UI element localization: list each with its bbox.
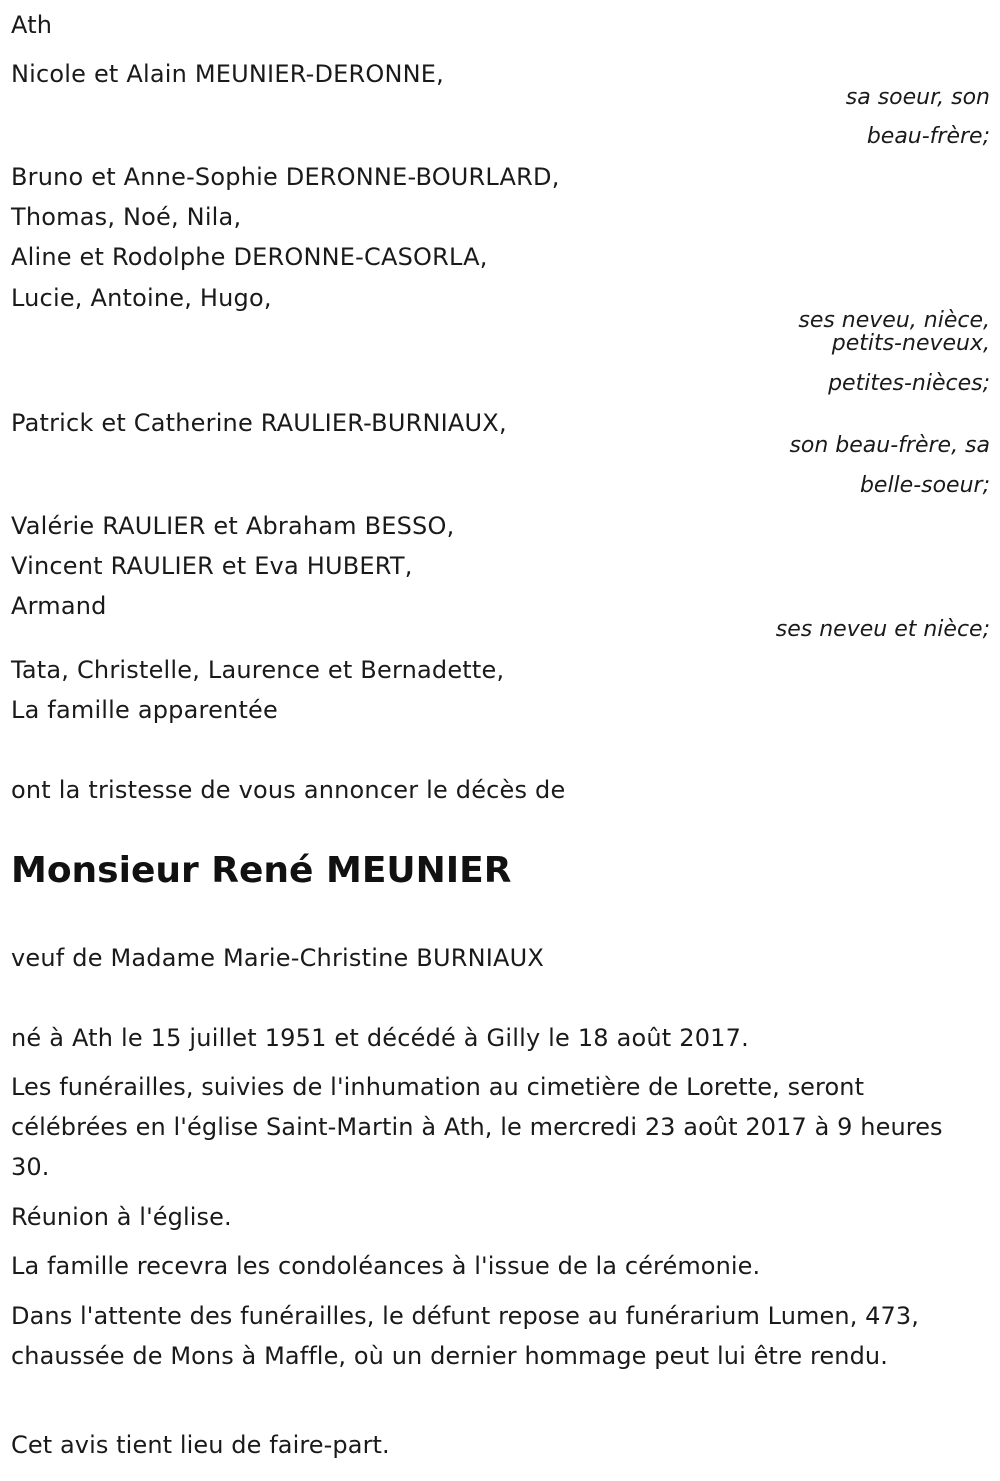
- family-line: Lucie, Antoine, Hugo,: [11, 284, 272, 312]
- family-line: Patrick et Catherine RAULIER-BURNIAUX,: [11, 409, 507, 437]
- closing-note: Cet avis tient lieu de faire-part.: [11, 1431, 390, 1459]
- relation-line: ses neveu, nièce,: [798, 308, 990, 333]
- birth-death: né à Ath le 15 juillet 1951 et décédé à Gilly le 18 août 2017.: [11, 1024, 749, 1052]
- relation-line: son beau-frère, sa: [789, 433, 990, 458]
- relation-line: beau-frère;: [866, 124, 990, 149]
- family-line: Tata, Christelle, Laurence et Bernadette,: [11, 656, 505, 684]
- relation-line: belle-soeur;: [859, 473, 990, 498]
- relation-line: ses neveu et nièce;: [775, 617, 990, 642]
- deceased-name: Monsieur René MEUNIER: [11, 850, 512, 891]
- family-line: Vincent RAULIER et Eva HUBERT,: [11, 552, 413, 580]
- family-line: Armand: [11, 592, 107, 620]
- family-line: La famille apparentée: [11, 696, 278, 724]
- funerarium-details: Dans l'attente des funérailles, le défunt repose au funérarium Lumen, 473, chaussée de Mons à Maffle, où un dernier hommage peut lui être rendu.: [11, 1302, 919, 1370]
- place: Ath: [11, 11, 53, 39]
- announcement: ont la tristesse de vous annoncer le décès de: [11, 776, 566, 804]
- condolences-note: La famille recevra les condoléances à l'issue de la cérémonie.: [11, 1252, 761, 1280]
- widower-of: veuf de Madame Marie-Christine BURNIAUX: [11, 944, 545, 972]
- family-line: Valérie RAULIER et Abraham BESSO,: [11, 512, 455, 540]
- family-line: Bruno et Anne-Sophie DERONNE-BOURLARD,: [11, 163, 560, 191]
- relation-line: petits-neveux,: [831, 331, 990, 356]
- family-line: Thomas, Noé, Nila,: [11, 203, 242, 231]
- relation-line: sa soeur, son: [845, 85, 990, 110]
- gathering-note: Réunion à l'église.: [11, 1203, 232, 1231]
- family-line: Aline et Rodolphe DERONNE-CASORLA,: [11, 243, 488, 271]
- funeral-details: Les funérailles, suivies de l'inhumation au cimetière de Lorette, seront célébrées en l'église Saint-Martin à Ath, le mercredi 23 août 2017 à 9 heures 30.: [11, 1073, 943, 1181]
- family-line: Nicole et Alain MEUNIER-DERONNE,: [11, 60, 444, 88]
- relation-line: petites-nièces;: [828, 371, 990, 396]
